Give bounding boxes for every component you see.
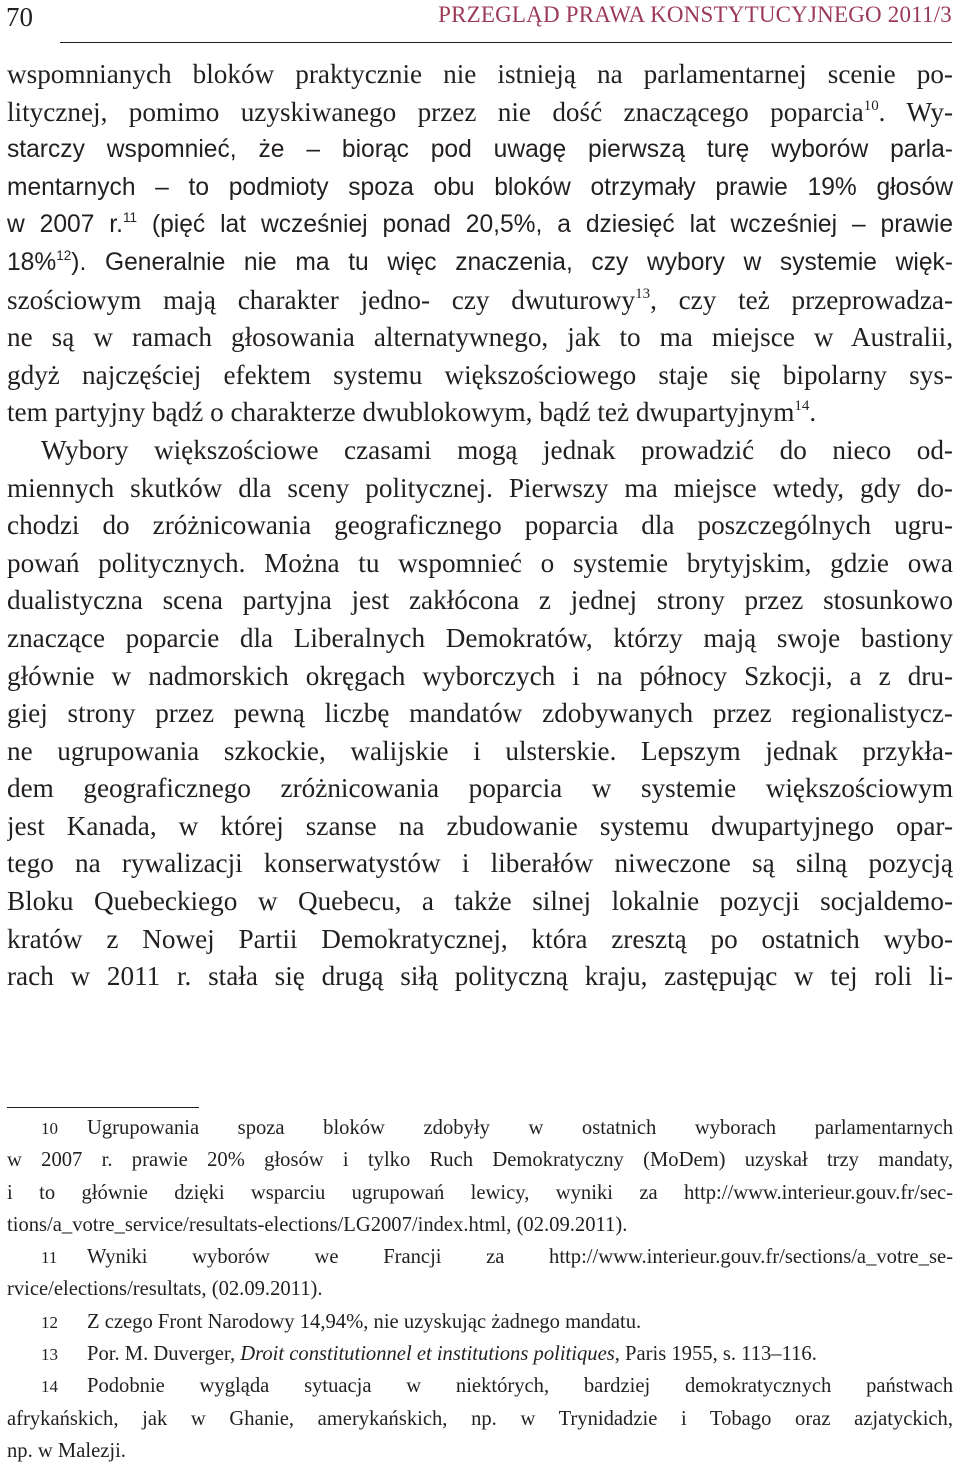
body-line: znaczące poparcie dla Liberalnych Demokratów, którzy mają swoje bastiony — [7, 622, 953, 653]
footnote-line: w 2007 r. prawie 20% głosów i tylko Ruch Demokratyczny (MoDem) uzyskał trzy mandaty, — [7, 1149, 953, 1172]
body-line: miennych skutków dla sceny politycznej. Pierwszy ma miejsce wtedy, gdy do- — [7, 472, 953, 503]
footnote-11: 11 Wyniki wyborów we Francji za http://www.interieur.gouv.fr/sections/a_votre_se- — [7, 1241, 953, 1273]
body-line: jest Kanada, w której szanse na zbudowanie systemu dwupartyjnego opar- — [7, 810, 953, 841]
footnote-number: 14 — [41, 1377, 58, 1397]
body-line: giej strony przez pewną liczbę mandatów zdobywanych przez regionalistycz- — [7, 698, 953, 729]
page-number: 70 — [6, 2, 33, 32]
footnote-line: rvice/elections/resultats, (02.09.2011). — [7, 1278, 323, 1301]
body-line: wspomnianych bloków praktycznie nie istnieją na parlamentarnej scenie po- — [7, 59, 953, 89]
footnote-13: 13 Por. M. Duverger, Droit constitutionnel et institutions politiques, Paris 1955, s. 113–116. — [7, 1338, 953, 1370]
footnote-line: i to głównie dzięki wsparciu ugrupowań lewicy, wyniki za http://www.interieur.gouv.fr/sec- — [7, 1181, 953, 1204]
footnote-number: 13 — [41, 1345, 58, 1365]
footnote-ref: 11 — [122, 210, 137, 226]
footnote-line: afrykańskich, jak w Ghanie, amerykańskich, np. w Trynidadzie i Tobago oraz azjatyckich, — [7, 1407, 953, 1430]
body-line: powań politycznych. Można tu wspomnieć o systemie brytyjskim, gdzie owa — [7, 547, 953, 578]
body-line: chodzi do zróżnicowania geograficznego poparcia dla poszczególnych ugru- — [7, 510, 953, 541]
footnote-ref: 13 — [635, 285, 651, 302]
body-line: szościowym mają charakter jedno- czy dwuturowy$^{13}$, czy też przeprowadza- — [7, 284, 953, 315]
footnote-12: 12 Z czego Front Narodowy 14,94%, nie uzyskując żadnego mandatu. — [7, 1306, 953, 1338]
body-line: głównie w nadmorskich okręgach wyborczych i na północy Szkocji, a z dru- — [7, 660, 953, 691]
body-line: 18%$^{12}$). Generalnie nie ma tu więc znaczenia, czy wybory w systemie więk- — [7, 247, 953, 276]
footnote-line: np. w Malezji. — [7, 1439, 126, 1462]
footnote-10: 10 Ugrupowania spoza bloków zdobyły w ostatnich wyborach parlamentarnych — [7, 1112, 953, 1144]
body-line: ne ugrupowania szkockie, walijskie i ulsterskie. Lepszym jednak przykła- — [7, 735, 953, 766]
body-line: litycznej, pomimo uzyskiwanego przez nie dość znaczącego poparcia$^{10}$. Wy- — [7, 96, 953, 127]
footnote-ref: 14 — [794, 398, 810, 415]
body-line: gdyż najczęściej efektem systemu większościowego staje się bipolarny sys- — [7, 359, 953, 390]
footnote-number: 11 — [41, 1248, 58, 1268]
body-line: dualistyczna scena partyjna jest zakłócona z jednej strony przez stosunkowo — [7, 585, 953, 616]
footnote-rule — [7, 1107, 199, 1108]
body-line: Wybory większościowe czasami mogą jednak prowadzić do nieco od- — [41, 434, 953, 465]
footnote-ref: 12 — [56, 247, 72, 263]
body-text — [7, 56, 953, 996]
header-rule — [60, 42, 952, 43]
running-header-journal-title: PRZEGLĄD PRAWA KONSTYTUCYJNEGO 2011/3 — [438, 2, 952, 27]
body-line: kratów z Nowej Partii Demokratycznej, która zresztą po ostatnich wybo- — [7, 923, 953, 954]
body-line: w 2007 r.$^{11}$ (pięć lat wcześniej ponad 20,5%, a dziesięć lat wcześniej – prawie — [7, 210, 953, 239]
body-line: dem geograficznego zróżnicowania poparcia w systemie większościowym — [7, 773, 953, 804]
body-line: mentarnych – to podmioty spoza obu bloków otrzymały prawie 19% głosów — [7, 173, 953, 201]
cited-book-title: Droit constitutionnel et institutions politiques — [240, 1343, 615, 1366]
body-line: starczy wspomnieć, że – biorąc pod uwagę pierwszą turę wyborów parla- — [7, 136, 953, 164]
footnotes — [7, 1112, 953, 1467]
body-line: ne są w ramach głosowania alternatywnego, jak to ma miejsce w Australii, — [7, 322, 953, 353]
body-line: Bloku Quebeckiego w Quebecu, a także silnej lokalnie pozycji socjaldemo- — [7, 886, 953, 917]
footnote-number: 12 — [41, 1312, 58, 1332]
body-line: rach w 2011 r. stała się drugą siłą polityczną kraju, zastępując w tej roli li- — [7, 961, 953, 992]
footnote-ref: 10 — [863, 97, 879, 114]
footnote-number: 10 — [41, 1119, 58, 1138]
body-line: tem partyjny bądź o charakterze dwublokowym, bądź też dwupartyjnym$^{14}$. — [7, 397, 817, 428]
footnote-line: tions/a_votre_service/resultats-elections/LG2007/index.html, (02.09.2011). — [7, 1213, 628, 1236]
body-line: tego na rywalizacji konserwatystów i liberałów niweczone są silną pozycją — [7, 848, 953, 879]
footnote-14: 14 Podobnie wygląda sytuacja w niektórych, bardziej demokratycznych państwach — [7, 1370, 953, 1402]
